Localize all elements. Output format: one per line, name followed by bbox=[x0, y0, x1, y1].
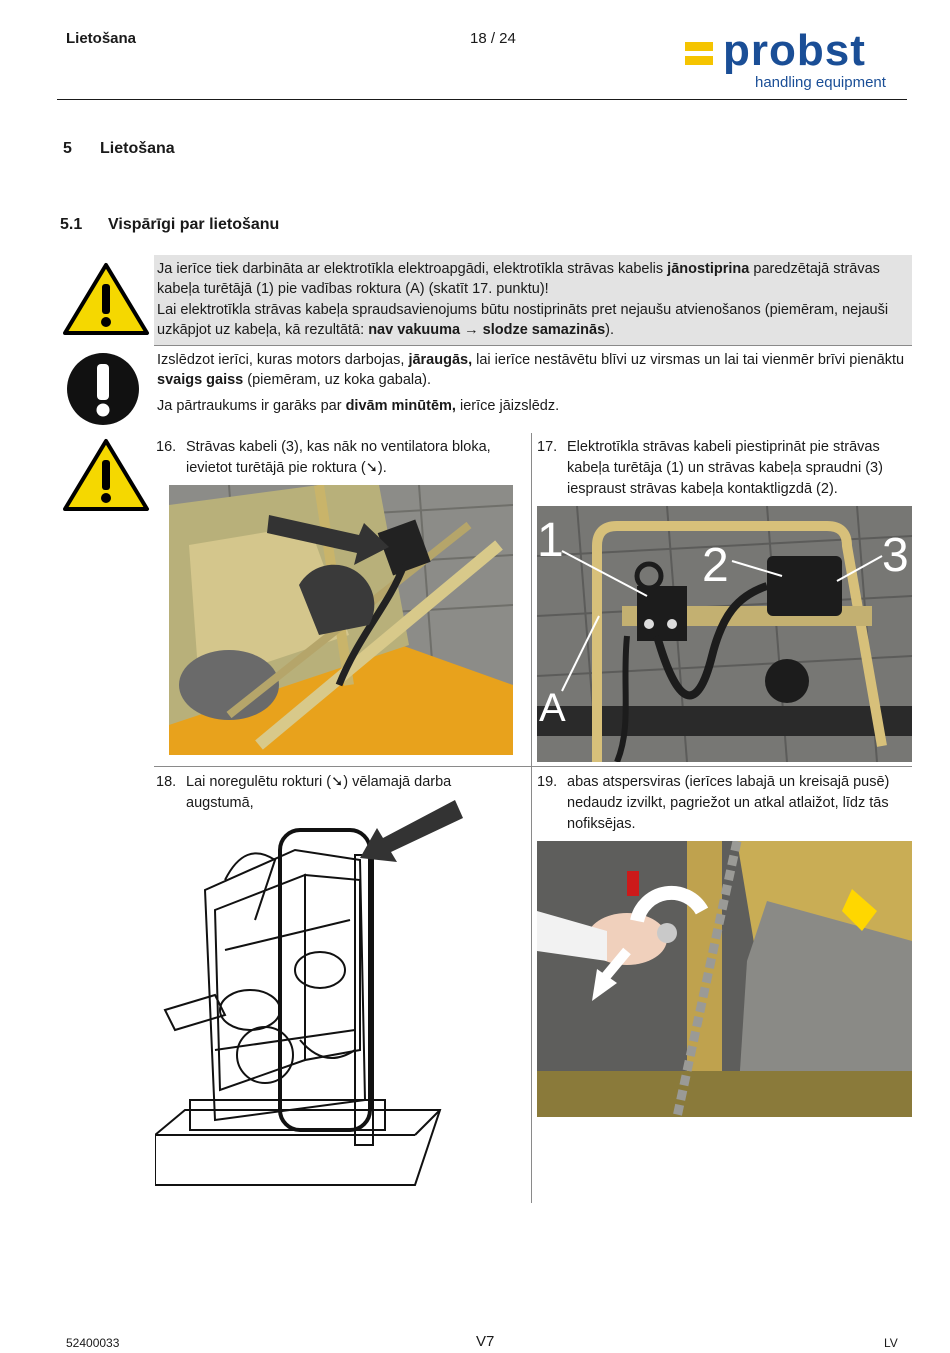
drawing-vacuum-lifter bbox=[155, 800, 465, 1188]
warning-paragraph-1 bbox=[154, 255, 912, 300]
label-1: 1 bbox=[537, 514, 564, 567]
logo-subtitle: handling equipment bbox=[755, 74, 886, 91]
section-number: 5 bbox=[63, 140, 72, 157]
warning-triangle-icon bbox=[62, 438, 150, 512]
info-text: Izslēdzot ierīci, kuras motors darbojas, bbox=[157, 352, 409, 368]
footer-doc-number: 52400033 bbox=[66, 1336, 120, 1350]
step-19 bbox=[537, 772, 912, 837]
info-text: Ja pārtraukums ir garāks par bbox=[157, 397, 346, 414]
warning-text: Lai elektrotīkla strāvas kabeļa spraudsavienojums būtu nostiprināts pret nejaušu atvienošanos (piemēram, nejauši uzkāpjot uz kabeļa, kā rezultātā: bbox=[157, 301, 889, 338]
label-2: 2 bbox=[702, 539, 729, 592]
step-number: 18. bbox=[156, 774, 177, 790]
step-text: abas atspersviras (ierīces labajā un kreisajā pusē) nedaudz izvilkt, pagriežot un atkal atlaižot, līdz tās nofiksējas. bbox=[567, 774, 890, 832]
photo-cable-socket bbox=[537, 506, 912, 762]
warning-text: ). bbox=[605, 321, 614, 338]
info-text: ierīce jāizslēdz. bbox=[455, 397, 560, 414]
photo-spring-lever bbox=[537, 841, 912, 1117]
row-divider bbox=[154, 766, 912, 767]
info-paragraph-2 bbox=[157, 396, 912, 416]
label-3: 3 bbox=[882, 529, 909, 582]
header-section-title: Lietošana bbox=[66, 30, 137, 47]
column-divider bbox=[531, 433, 532, 1203]
header-page-number: 18 / 24 bbox=[470, 30, 516, 47]
footer-version: V7 bbox=[476, 1333, 495, 1350]
warning-box bbox=[154, 255, 912, 346]
info-text: (piemēram, uz koka gabala). bbox=[243, 372, 432, 389]
warning-bold: nav vakuuma bbox=[368, 321, 461, 338]
mandatory-exclamation-icon bbox=[66, 352, 140, 426]
info-bold: divām minūtēm, bbox=[345, 397, 456, 414]
warning-text: Ja ierīce tiek darbināta ar elektrotīkla elektroapgādi, elektrotīkla strāvas kabelis bbox=[157, 261, 668, 277]
info-box bbox=[154, 350, 912, 421]
step-text: Elektrotīkla strāvas kabeli piestiprināt pie strāvas kabeļa turētāja (1) un strāvas kabeļa spraudni (3) iespraust strāvas kabeļa kontaktligzdā (2). bbox=[567, 439, 883, 497]
step-16 bbox=[156, 437, 516, 482]
step-number: 16. bbox=[156, 439, 177, 455]
subsection-title: Vispārīgi par lietošanu bbox=[108, 216, 280, 233]
photo-cable-holder bbox=[169, 485, 513, 755]
step-number: 19. bbox=[537, 774, 558, 790]
warning-bold: slodze samazinās bbox=[482, 321, 606, 338]
step-17 bbox=[537, 437, 907, 502]
warning-triangle-icon bbox=[62, 262, 150, 336]
section-title: Lietošana bbox=[100, 140, 175, 157]
warning-text: paredzētajā strāvas kabeļa turētājā (1) pie vadības roktura (A) (skatīt 17. punktu)! bbox=[157, 261, 880, 298]
header-divider bbox=[57, 99, 907, 100]
probst-logo bbox=[685, 26, 900, 96]
info-text: lai ierīce nestāvētu blīvi uz virsmas un lai tai vienmēr brīvi pienāktu bbox=[472, 352, 905, 368]
info-paragraph-1 bbox=[157, 350, 912, 391]
footer-language: LV bbox=[884, 1336, 898, 1350]
step-text: Lai noregulētu rokturi (➘) vēlamajā darba augstumā, bbox=[186, 774, 452, 811]
warning-paragraph-2 bbox=[154, 300, 912, 341]
logo-word: probst bbox=[723, 26, 866, 75]
info-bold: svaigs gaiss bbox=[157, 372, 244, 389]
step-number: 17. bbox=[537, 439, 558, 455]
arrow-icon: → bbox=[460, 321, 483, 338]
info-bold: jāraugās, bbox=[408, 352, 473, 368]
label-a: A bbox=[539, 686, 566, 730]
warning-bold: jānostiprina bbox=[667, 261, 750, 277]
step-text: Strāvas kabeli (3), kas nāk no ventilatora bloka, ievietot turētājā pie roktura (➘). bbox=[186, 439, 491, 476]
subsection-number: 5.1 bbox=[60, 216, 83, 233]
